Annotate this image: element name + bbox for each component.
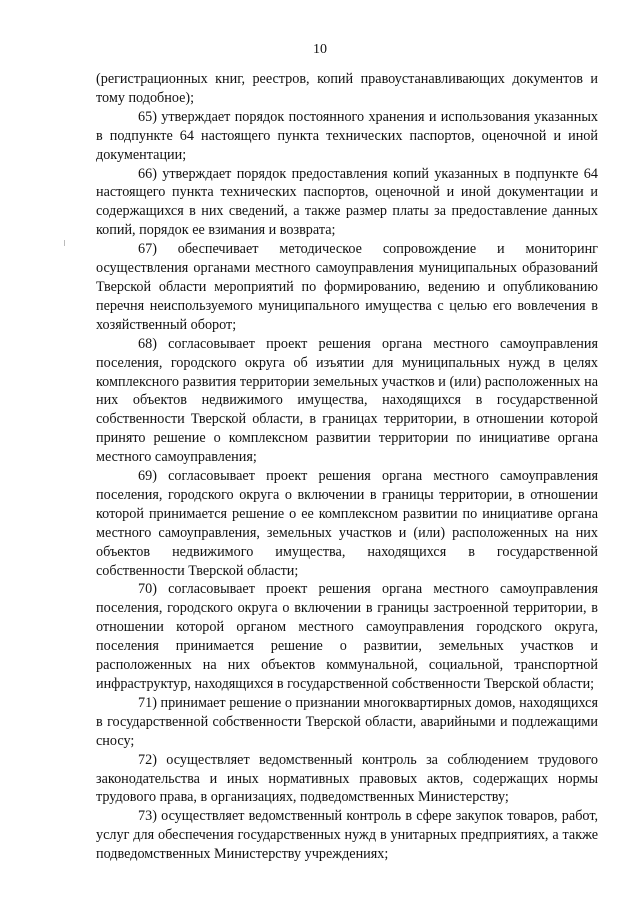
paragraph-item-65: 65) утверждает порядок постоянного хранения и использования указанных в подпункте 64 настоящего пункта технических паспортов, оценочной и иной документации; <box>96 108 598 163</box>
paragraph-continuation: (регистрационных книг, реестров, копий правоустанавливающих документов и тому подобное); <box>96 71 598 106</box>
paragraph-item-69: 69) согласовывает проект решения органа местного самоуправления поселения, городского округа о включении в границы территории, в отношении которой принимается решение о ее комплексном развитии по инициативе органа местного самоуправления, земельных участков и (или) расположенных на них объектов недвижимого имущества, находящихся в государственной собственности Тверской области; <box>96 468 598 579</box>
page-number: 10 <box>313 42 327 57</box>
paragraph-item-71: 71) принимает решение о признании многоквартирных домов, находящихся в государственной собственности Тверской области, аварийными и подлежащими сносу; <box>96 694 598 749</box>
margin-mark <box>64 240 65 246</box>
paragraph-item-67: 67) обеспечивает методическое сопровождение и мониторинг осуществления органами местного самоуправления муниципальных образований Тверской области мероприятий по формированию, ведению и опубликованию перечня неиспользуемого муниципального имущества с целью его вовлечения в хозяйственный оборот; <box>96 241 598 333</box>
paragraph-item-66: 66) утверждает порядок предоставления копий указанных в подпункте 64 настоящего пункта технических паспортов, оценочной и иной документации и содержащихся в них сведений, а также размер платы за предоставление данных копий, порядок ее взимания и возврата; <box>96 165 598 239</box>
paragraph-item-73: 73) осуществляет ведомственный контроль в сфере закупок товаров, работ, услуг для обеспечения государственных нужд в унитарных предприятиях, а также подведомственных Министерству учреждениях; <box>96 808 598 863</box>
document-body <box>96 70 598 864</box>
paragraph-item-68: 68) согласовывает проект решения органа местного самоуправления поселения, городского округа об изъятии для муниципальных нужд в целях комплексного развития территории земельных участков и (или) расположенных на них объектов недвижимого имущества, находящихся в государственной собственности Тверской области, в границах территории, в отношении которой принято решение о комплексном развитии территории по инициативе органа местного самоуправления; <box>96 335 598 466</box>
paragraph-item-70: 70) согласовывает проект решения органа местного самоуправления поселения, городского округа о включении в границы застроенной территории, в отношении которой органом местного самоуправления городского округа, поселения принимается решение о развитии, земельных участков и расположенных на них объектов коммунальной, социальной, транспортной инфраструктур, находящихся в государственной собственности Тверской области; <box>96 581 598 692</box>
paragraph-item-72: 72) осуществляет ведомственный контроль за соблюдением трудового законодательства и иных нормативных правовых актов, содержащих нормы трудового права, в организациях, подведомственных Министерству; <box>96 751 598 806</box>
